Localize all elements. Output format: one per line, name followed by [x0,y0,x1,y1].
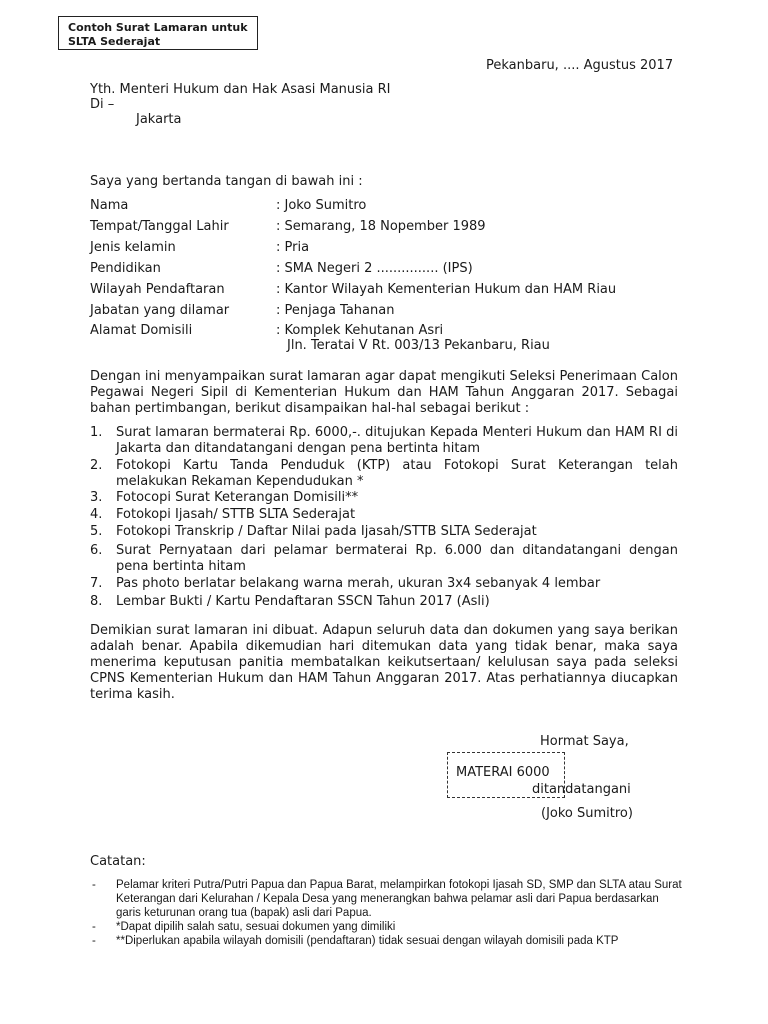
list-number: 3. [90,490,103,505]
list-number: 2. [90,458,103,473]
field-value-address-2: Jln. Teratai V Rt. 003/13 Pekanbaru, Riau [287,338,550,353]
list-number: 6. [90,543,103,558]
field-label-address: Alamat Domisili [90,323,193,338]
list-item: Surat Pernyataan dari pelamar bermaterai Rp. 6.000 dan ditandatangani dengan pena bertinta hitam [116,543,678,574]
list-item: Fotocopi Surat Keterangan Domisili** [116,490,359,505]
signatory-name: (Joko Sumitro) [541,806,633,821]
list-item: Fotokopi Kartu Tanda Penduduk (KTP) atau Fotokopi Surat Keterangan telah melakukan Rekaman Kependudukan * [116,458,678,489]
field-value-birth: : Semarang, 18 Nopember 1989 [276,219,486,234]
notes-title: Catatan: [90,854,146,869]
list-number: 1. [90,425,103,440]
body-paragraph-1: Dengan ini menyampaikan surat lamaran agar dapat mengikuti Seleksi Penerimaan Calon Pegawai Negeri Sipil di Kementerian Hukum dan HAM Tahun Anggaran 2017. Sebagai bahan pertimbangan, berikut disampaikan hal-hal sebagai berikut : [90,369,678,416]
field-label-birth: Tempat/Tanggal Lahir [90,219,229,234]
field-value-education: : SMA Negeri 2 ............... (IPS) [276,261,473,276]
field-label-position: Jabatan yang dilamar [90,303,230,318]
body-paragraph-2: Demikian surat lamaran ini dibuat. Adapun seluruh data dan dokumen yang saya berikan adalah benar. Apabila dikemudian hari ditemukan data yang tidak benar, maka saya menerima keputusan panitia membatalkan keikutsertaan/ kelulusan saya pada seleksi CPNS Kementerian Hukum dan HAM Tahun Anggaran 2017. Atas perhatiannya diucapkan terima kasih. [90,623,678,702]
note-bullet: - [92,879,96,891]
recipient-line-2: Di – [90,97,115,112]
label-line-1: Contoh Surat Lamaran untuk [68,21,248,34]
recipient-line-1: Yth. Menteri Hukum dan Hak Asasi Manusia RI [90,82,391,97]
recipient-city: Jakarta [136,112,182,127]
place-date: Pekanbaru, .... Agustus 2017 [486,58,674,73]
field-label-region: Wilayah Pendaftaran [90,282,225,297]
signed-label: ditandatangani [532,782,631,797]
list-item: Lembar Bukti / Kartu Pendaftaran SSCN Tahun 2017 (Asli) [116,594,490,609]
field-value-address: : Komplek Kehutanan Asri [276,323,444,338]
list-number: 4. [90,507,103,522]
note-item: **Diperlukan apabila wilayah domisili (pendaftaran) tidak sesuai dengan wilayah domisili pada KTP [116,935,619,947]
closing-greeting: Hormat Saya, [540,734,629,749]
field-value-position: : Penjaga Tahanan [276,303,395,318]
label-line-2: SLTA Sederajat [68,35,161,48]
field-label-name: Nama [90,198,129,213]
field-value-name: : Joko Sumitro [276,198,367,213]
list-item: Fotokopi Ijasah/ STTB SLTA Sederajat [116,507,356,522]
list-number: 7. [90,576,103,591]
field-label-gender: Jenis kelamin [90,240,176,255]
list-number: 8. [90,594,103,609]
note-bullet: - [92,935,96,947]
field-label-education: Pendidikan [90,261,161,276]
list-item: Surat lamaran bermaterai Rp. 6000,-. ditujukan Kepada Menteri Hukum dan HAM RI di Jakarta dan ditandatangani dengan pena bertinta hitam [116,425,678,456]
document-label-box [58,16,258,50]
intro-text: Saya yang bertanda tangan di bawah ini : [90,174,363,189]
note-bullet: - [92,921,96,933]
list-item: Pas photo berlatar belakang warna merah, ukuran 3x4 sebanyak 4 lembar [116,576,601,591]
field-value-region: : Kantor Wilayah Kementerian Hukum dan HAM Riau [276,282,617,297]
stamp-label: MATERAI 6000 [456,765,550,780]
note-item: *Dapat dipilih salah satu, sesuai dokumen yang dimiliki [116,921,396,933]
field-value-gender: : Pria [276,240,310,255]
list-number: 5. [90,524,103,539]
note-item: Pelamar kriteri Putra/Putri Papua dan Papua Barat, melampirkan fotokopi Ijasah SD, SMP dan SLTA atau Surat Keterangan dari Kelurahan / Kepala Desa yang menerangkan bahwa pelamar asli dari Papua berdasarkan garis keturunan orang tua (bapak) asli dari Papua. [116,879,682,919]
list-item: Fotokopi Transkrip / Daftar Nilai pada Ijasah/STTB SLTA Sederajat [116,524,537,539]
